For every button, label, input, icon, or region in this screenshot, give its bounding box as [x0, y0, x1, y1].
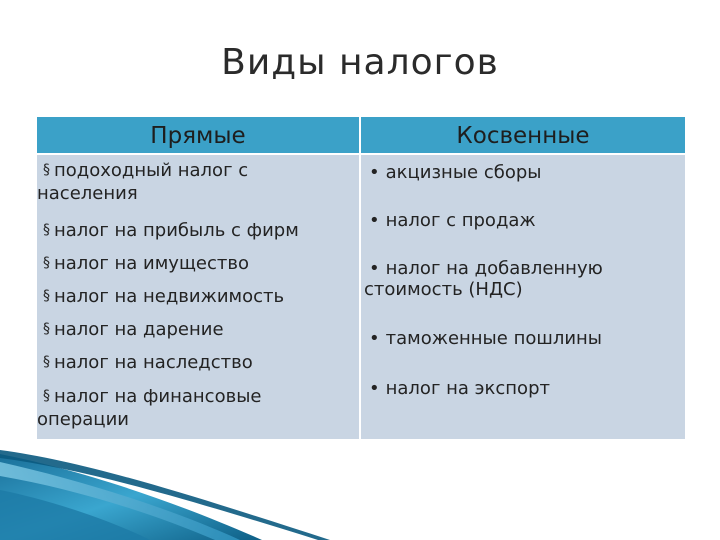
- table-header-row: [37, 117, 685, 155]
- bullet-icon: •: [369, 378, 380, 399]
- list-item-text-cont: стоимость (НДС): [364, 279, 523, 300]
- list-item-text: налог на недвижимость: [54, 286, 285, 307]
- bullet-icon: §: [43, 354, 50, 370]
- bullet-icon: §: [43, 321, 50, 337]
- list-item-text: налог на прибыль с фирм: [54, 220, 299, 241]
- list-item: [37, 386, 262, 430]
- list-item: [43, 253, 249, 276]
- list-item-text: налог на имущество: [54, 253, 249, 274]
- slide-title-text: Виды налогов: [221, 42, 499, 83]
- list-item: [369, 328, 602, 349]
- bullet-icon: §: [43, 162, 50, 178]
- list-item: [43, 286, 284, 309]
- indirect-taxes-cell: [361, 157, 685, 439]
- bullet-icon: •: [369, 328, 380, 349]
- list-item: [43, 352, 253, 375]
- tax-types-table: [37, 117, 685, 439]
- direct-taxes-cell: [37, 157, 359, 439]
- list-item-text: таможенные пошлины: [385, 328, 603, 349]
- list-item-text: налог на экспорт: [385, 378, 550, 399]
- list-item-text: акцизные сборы: [385, 162, 542, 183]
- bullet-icon: §: [43, 288, 50, 304]
- bullet-icon: •: [369, 162, 380, 183]
- list-item: [43, 220, 299, 243]
- corner-wave-decoration: [0, 440, 330, 540]
- list-item: [369, 378, 550, 399]
- list-item-text-cont: населения: [37, 183, 138, 204]
- list-item-text-cont: операции: [37, 409, 129, 430]
- header-direct: Прямые: [37, 117, 359, 155]
- list-item-text: налог на добавленную: [385, 258, 603, 279]
- bullet-icon: §: [43, 255, 50, 271]
- header-indirect: Косвенные: [361, 117, 685, 155]
- list-item-text: налог с продаж: [385, 210, 536, 231]
- list-item-text: налог на финансовые: [54, 386, 262, 407]
- bullet-icon: •: [369, 258, 380, 279]
- bullet-icon: §: [43, 388, 50, 404]
- list-item-text: налог на дарение: [54, 319, 224, 340]
- bullet-icon: •: [369, 210, 380, 231]
- list-item-text: налог на наследство: [54, 352, 253, 373]
- bullet-icon: §: [43, 222, 50, 238]
- list-item: [37, 160, 249, 204]
- list-item: [369, 162, 541, 183]
- list-item: [364, 258, 603, 300]
- list-item-text: подоходный налог с: [54, 160, 249, 181]
- slide-title: [0, 42, 720, 83]
- list-item: [369, 210, 536, 231]
- list-item: [43, 319, 224, 342]
